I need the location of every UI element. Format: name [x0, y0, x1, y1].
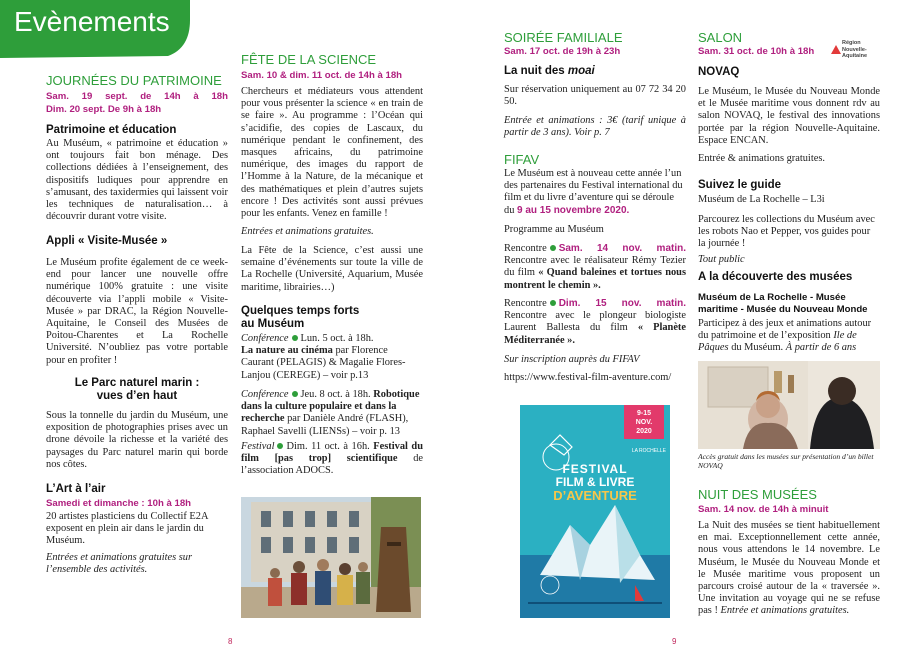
rencontre-2-label: Rencontre	[504, 298, 547, 309]
event-2-type: Conférence	[241, 389, 289, 400]
event-3-date: Dim. 11 oct. à 16h.	[286, 441, 370, 452]
guide-line: Muséum de La Rochelle – L3i	[698, 194, 825, 205]
nuit-text-a: La Nuit des musées se tient habituellement en mai. Exceptionnellement cette année, nous vous attendons le 14 novembre. Le Muséum, le Musée du Nouveau Monde et le Musée maritime vous proposent un parcours croisé autour de la « traversée ». Une invitation au voyage qui ne se refuse pas !	[698, 520, 880, 617]
temps-forts-title-line-1: Quelques temps forts	[241, 305, 360, 317]
soiree-subtitle-moai: moai	[567, 65, 595, 77]
rencontre-1-date: Sam. 14 nov. matin.	[558, 243, 686, 254]
salon-note: Entrée & animations gratuites.	[698, 153, 825, 164]
art-subtitle: L’Art à l’air	[46, 483, 106, 495]
rencontre-2-date: Dim. 15 nov. matin.	[558, 298, 686, 309]
soiree-note: Entrée et animations : 3€ (tarif unique à partir de 3 ans). Voir p. 7	[504, 115, 686, 139]
salon-title: SALON	[698, 30, 743, 45]
art-note: Entrées et animations gratuites sur l’ensemble des activités.	[46, 552, 193, 576]
decouverte-museums-line-2: maritime - Musée du Nouveau Monde	[698, 304, 868, 315]
page-number-right: 9	[672, 637, 677, 646]
region-logo-line-3: Aquitaine	[842, 53, 868, 59]
fifav-title: FIFAV	[504, 152, 540, 167]
appli-subtitle: Appli « Visite-Musée »	[46, 235, 168, 247]
nuit-date: Sam. 14 nov. de 14h à minuit	[698, 504, 829, 515]
poster-city: LA ROCHELLE	[631, 448, 666, 454]
fifav-programme: Programme au Muséum	[504, 224, 604, 235]
soiree-subtitle	[504, 65, 595, 78]
soiree-title: SOIRÉE FAMILIALE	[504, 30, 623, 45]
event-1-title: La nature au cinéma	[241, 345, 333, 357]
decouverte-text-b: du Muséum.	[728, 342, 786, 354]
rencontre-1-film: « Quand baleines et tortues nous montrent le chemin ».	[504, 267, 687, 291]
parc-subtitle-line-1: Le Parc naturel marin :	[74, 377, 200, 389]
science-note: Entrées et animations gratuites.	[241, 226, 374, 237]
region-logo	[830, 40, 880, 62]
region-logo-icon	[830, 44, 842, 56]
region-logo-text	[842, 40, 867, 60]
poster-title-line-2: FILM & LIVRE	[555, 475, 635, 489]
bullet-dot-icon	[550, 300, 556, 306]
art-date: Samedi et dimanche : 10h à 18h	[46, 498, 192, 509]
event-conference-2	[241, 389, 423, 438]
soiree-text: Sur réservation uniquement au 07 72 34 20 50.	[504, 84, 686, 108]
event-3-details: de l’association ADOCS.	[241, 453, 423, 477]
event-conference-1	[241, 333, 423, 382]
event-1-date: Lun. 5 oct. à 18h.	[300, 333, 374, 344]
nuit-note: Entrée et animations gratuites.	[720, 605, 850, 617]
temps-forts-title-line-2: au Muséum	[241, 318, 305, 330]
page-number-left: 8	[228, 637, 233, 646]
event-festival	[241, 441, 423, 478]
rencontre-2-text: Rencontre avec le plongeur biologiste Laurent Ballesta du film	[504, 310, 686, 334]
decouverte-museums-line-1: Muséum de La Rochelle - Musée	[698, 292, 846, 303]
guide-text: Parcourez les collections du Muséum avec les robots Nao et Pepper, vos guides pour la journée !	[698, 214, 875, 250]
patrimoine-date-1: Sam. 19 sept. de 14h à 18h	[46, 91, 228, 102]
fifav-text	[504, 168, 686, 217]
poster-title-line-1: FESTIVAL	[562, 462, 628, 476]
science-title: FÊTE DE LA SCIENCE	[241, 52, 377, 67]
soiree-subtitle-text: La nuit des	[504, 65, 568, 77]
soiree-date: Sam. 17 oct. de 19h à 23h	[504, 46, 621, 57]
poster-dates-line-1: 9-15	[636, 410, 651, 417]
event-3-type: Festival	[241, 441, 275, 452]
bullet-dot-icon	[292, 391, 298, 397]
temps-forts-title	[241, 305, 359, 331]
parc-subtitle	[46, 377, 228, 403]
fifav-rencontre-2	[504, 298, 686, 347]
appli-text: Le Muséum profite également de ce week-end pour lancer une nouvelle offre numérique 100% gratuite : une visite découverte via l’appli mobile « Visite-Musée » par DRAC, la Région Nouvelle-Aquitaine, le Conseil des Musées de Poitou-Charentes et La Rochelle Université. N’oubliez pas votre portable pour en profiter !	[46, 257, 228, 366]
decouverte-age: À partir de 6 ans	[785, 342, 857, 354]
rencontre-1-label: Rencontre	[504, 243, 547, 254]
science-text: Chercheurs et médiateurs vous attendent pour vous présenter la science « en train de se faire ». Au programme : l’Océan qui s’acidifie, des copies de Lascaux, du numérique pendant le confinement, des masques africains, du patrimoine numérique, des images du rapport de l’Homme à la Nature, de la mécanique et des mathématiques et plein d’autres sujets encore ! Des activités sont aussi prévues pour les enfants. Venez en famille !	[241, 86, 423, 220]
poster-title	[520, 463, 670, 503]
poster-date-badge	[624, 405, 664, 439]
science-text-2: La Fête de la Science, c’est aussi une semaine d’événements sur toute la ville de La Rochelle (Université, Aquarium, Musée maritime, librairies…)	[241, 245, 423, 293]
parc-text: Sous la tonnelle du jardin du Muséum, une exposition de photographies prises avec un drone dévoile la richesse et la variété des paysages du Parc naturel marin qui borde nos côtes.	[46, 410, 228, 470]
parc-subtitle-line-2: vues d’en haut	[96, 390, 178, 402]
patrimoine-title: JOURNÉES DU PATRIMOINE	[46, 73, 222, 88]
fifav-note: Sur inscription auprès du FIFAV	[504, 354, 640, 365]
fifav-link[interactable]: https://www.festival-film-aventure.com/	[504, 372, 672, 383]
rencontre-2-film: « Planète Méditerranée ».	[504, 322, 686, 346]
guide-subtitle: Suivez le guide	[698, 179, 782, 191]
event-1-type: Conférence	[241, 333, 289, 344]
salon-date: Sam. 31 oct. de 10h à 18h	[698, 46, 815, 57]
event-3-title: Festival du film [pas trop] scientifique	[241, 441, 423, 465]
poster-title-line-3: D’AVENTURE	[553, 488, 637, 503]
bullet-dot-icon	[277, 443, 283, 449]
decouverte-subtitle: A la découverte des musées	[698, 271, 853, 283]
fifav-poster	[520, 405, 670, 618]
region-logo-line-1: Région	[842, 40, 861, 46]
decouverte-text-a: Participez à des jeux et animations autour du patrimoine et de l’exposition	[698, 318, 872, 342]
salon-subtitle: NOVAQ	[698, 66, 740, 78]
event-2-date: Jeu. 8 oct. à 18h.	[300, 389, 371, 400]
decouverte-expo: Ile de Pâques	[698, 330, 857, 354]
fifav-dates: 9 au 15 novembre 2020.	[517, 204, 630, 216]
decouverte-photo	[698, 361, 880, 449]
event-2-title: Robotique dans la culture populaire et dans la recherche	[241, 389, 420, 425]
event-2-details: par Danièle André (FLASH), Raphael Savelli (LIENSs) – voir p. 13	[241, 413, 409, 437]
region-logo-line-2: Nouvelle-	[842, 46, 867, 53]
art-text: 20 artistes plasticiens du Collectif E2A exposent en plein air dans le jardin du Muséum.	[46, 511, 208, 547]
poster-dates-line-2: NOV.	[635, 419, 653, 426]
section-title: Evènements	[14, 6, 170, 37]
nuit-title: NUIT DES MUSÉES	[698, 487, 817, 502]
patrimoine-subtitle: Patrimoine et éducation	[46, 124, 177, 136]
nuit-text	[698, 520, 880, 618]
patrimoine-date-2: Dim. 20 sept. De 9h à 18h	[46, 104, 162, 115]
rencontre-1-text: Rencontre avec le réalisateur Rémy Tezier du film	[504, 255, 686, 279]
poster-dates-line-3: 2020	[636, 428, 652, 435]
science-photo	[241, 497, 421, 618]
salon-text: Le Muséum, le Musée du Nouveau Monde et le Musée maritime vous donnent rdv au salon NOVAQ, le festival des innovations portée par la région Nouvelle-Aquitaine. Espace ENCAN.	[698, 86, 880, 146]
fifav-rencontre-1	[504, 243, 686, 292]
bullet-dot-icon	[550, 245, 556, 251]
patrimoine-text: Au Muséum, « patrimoine et éducation » ont toujours fait bon ménage. Des collections dédiées à l’enseignement, des dispositifs ludiques pour apprendre en s’amusant, des taxidermies qui laissent voir les techniques de naturalisation… à découvrir durant votre visite.	[46, 138, 228, 223]
decouverte-caption: Accès gratuit dans les musées sur présentation d’un billet NOVAQ	[698, 452, 874, 470]
decouverte-text	[698, 318, 880, 355]
decouverte-museums	[698, 292, 868, 316]
fifav-intro: Le Muséum est à nouveau cette année l’un des partenaires du Festival international du film et du livre d’aventure qui se déroule du	[504, 168, 683, 216]
bullet-dot-icon	[292, 335, 298, 341]
guide-note: Tout public	[698, 254, 745, 265]
event-1-details: par Florence Caurant (PELAGIS) & Magalie Flores-Lanjou (CEREGE) – voir p.13	[241, 345, 406, 381]
science-date: Sam. 10 & dim. 11 oct. de 14h à 18h	[241, 70, 403, 81]
